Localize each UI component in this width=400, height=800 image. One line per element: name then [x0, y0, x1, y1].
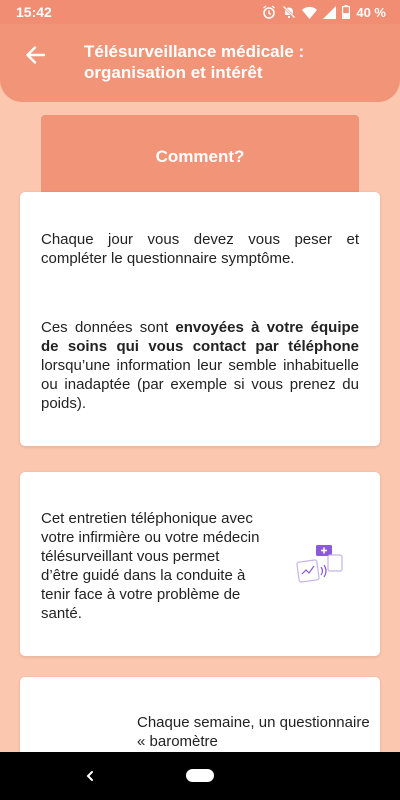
system-navigation-bar	[0, 752, 400, 800]
section-header	[41, 115, 359, 200]
status-icons	[262, 5, 386, 20]
card1-paragraph-1: Chaque jour vous devez vous peser et compléter le questionnaire symptôme.	[41, 231, 359, 267]
nav-home-pill[interactable]	[186, 769, 214, 782]
card3-paragraph: Chaque semaine, un questionnaire « baromètre	[137, 714, 370, 750]
card1-text-start: Ces données sont	[41, 319, 176, 336]
phone-consultation-icon	[296, 543, 346, 587]
notifications-off-icon	[282, 5, 296, 19]
battery-icon	[342, 5, 350, 19]
battery-percent: 40 %	[356, 4, 386, 20]
page-title: Télésurveillance médicale : organisation et intérêt	[84, 42, 305, 82]
nav-back-icon[interactable]	[84, 766, 96, 786]
app-header	[0, 24, 400, 102]
info-card-daily	[20, 192, 380, 446]
back-button[interactable]	[20, 40, 50, 70]
card1-text-bold: envoyées à votre équipe de soins qui vous contact par téléphone	[41, 319, 359, 355]
status-time: 15:42	[16, 4, 52, 20]
arrow-left-icon	[25, 46, 45, 64]
wifi-icon	[302, 6, 317, 19]
card2-paragraph: Cet entretien téléphonique avec votre infirmière ou votre médecin télésurveillant vous permet d’être guidé dans la conduite à tenir face à votre problème de santé.	[41, 510, 260, 622]
card1-text-end: lorsqu’une information leur semble inhabituelle ou inadaptée (par exemple si vous prenez du poids).	[41, 357, 359, 412]
status-bar	[0, 0, 400, 24]
card1-paragraph-2	[41, 318, 359, 413]
section-title: Comment?	[155, 147, 245, 166]
alarm-icon	[262, 5, 276, 19]
signal-icon	[323, 6, 336, 19]
